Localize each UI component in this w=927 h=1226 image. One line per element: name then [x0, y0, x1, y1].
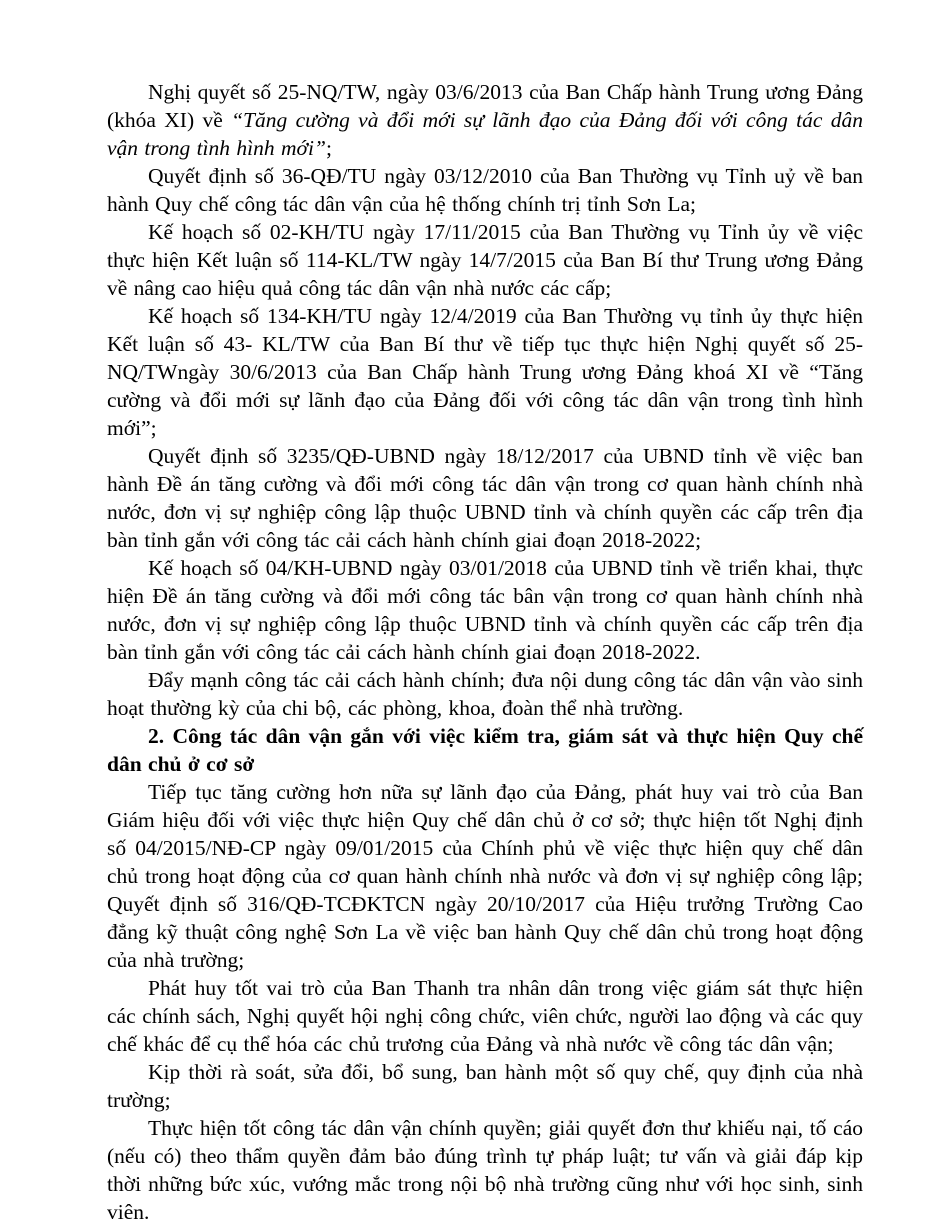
- text-run: Quyết định số 3235/QĐ-UBND ngày 18/12/2017 của UBND tỉnh về việc ban hành Đề án tăng cường và đổi mới công tác dân vận trong cơ quan hành chính nhà nước, đơn vị sự nghiệp công lập thuộc UBND tỉnh và chính quyền các cấp trên địa bàn tỉnh gắn với công tác cải cách hành chính giai đoạn 2018-2022;: [107, 444, 863, 552]
- paragraph: [107, 1058, 863, 1114]
- text-run: “Tăng cường và đổi mới sự lãnh đạo của Đảng đối với công tác dân vận trong tình hình mới”: [107, 108, 864, 160]
- paragraph: [107, 302, 863, 442]
- paragraph: [107, 554, 863, 666]
- text-run: Đẩy mạnh công tác cải cách hành chính; đưa nội dung công tác dân vận vào sinh hoạt thường kỳ của chi bộ, các phòng, khoa, đoàn thể nhà trường.: [107, 668, 863, 720]
- text-run: Kế hoạch số 134-KH/TU ngày 12/4/2019 của Ban Thường vụ tỉnh ủy thực hiện Kết luận số 43- KL/TW của Ban Bí thư về tiếp tục thực hiện Nghị quyết số 25-NQ/TWngày 30/6/2013 của Ban Chấp hành Trung ương Đảng khoá XI về “Tăng cường và đổi mới sự lãnh đạo của Đảng đối với công tác dân vận trong tình hình mới”;: [107, 304, 863, 440]
- paragraph: [107, 1114, 863, 1226]
- paragraph: [107, 218, 863, 302]
- text-run: Phát huy tốt vai trò của Ban Thanh tra nhân dân trong việc giám sát thực hiện các chính sách, Nghị quyết hội nghị công chức, viên chức, người lao động và các quy chế khác để cụ thể hóa các chủ trương của Đảng và nhà nước về công tác dân vận;: [107, 976, 863, 1056]
- text-run: Thực hiện tốt công tác dân vận chính quyền; giải quyết đơn thư khiếu nại, tố cáo (nếu có) theo thẩm quyền đảm bảo đúng trình tự pháp luật; tư vấn và giải đáp kịp thời những bức xúc, vướng mắc trong nội bộ nhà trường cũng như với học sinh, sinh viên.: [107, 1116, 863, 1224]
- paragraph: [107, 778, 863, 974]
- text-run: Tiếp tục tăng cường hơn nữa sự lãnh đạo của Đảng, phát huy vai trò của Ban Giám hiệu đối với việc thực hiện Quy chế dân chủ ở cơ sở; thực hiện tốt Nghị định số 04/2015/NĐ-CP ngày 09/01/2015 của Chính phủ về việc thực hiện quy chế dân chủ trong hoạt động của cơ quan hành chính nhà nước và đơn vị sự nghiệp công lập; Quyết định số 316/QĐ-TCĐKTCN ngày 20/10/2017 của Hiệu trưởng Trường Cao đẳng kỹ thuật công nghệ Sơn La về việc ban hành Quy chế dân chủ trong hoạt động của nhà trường;: [107, 780, 863, 972]
- paragraph: [107, 78, 863, 162]
- text-run: Kế hoạch số 02-KH/TU ngày 17/11/2015 của Ban Thường vụ Tỉnh ủy về việc thực hiện Kết luận số 114-KL/TW ngày 14/7/2015 của Ban Bí thư Trung ương Đảng về nâng cao hiệu quả công tác dân vận nhà nước các cấp;: [107, 220, 863, 300]
- paragraph: [107, 162, 863, 218]
- text-run: Kế hoạch số 04/KH-UBND ngày 03/01/2018 của UBND tỉnh về triển khai, thực hiện Đề án tăng cường và đổi mới công tác bân vận trong cơ quan hành chính nhà nước, đơn vị sự nghiệp công lập thuộc UBND tỉnh và chính quyền các cấp trên địa bàn tỉnh gắn với công tác cải cách hành chính giai đoạn 2018-2022.: [107, 556, 863, 664]
- paragraph: [107, 666, 863, 722]
- text-run: ;: [325, 136, 332, 160]
- text-run: Quyết định số 36-QĐ/TU ngày 03/12/2010 của Ban Thường vụ Tỉnh uỷ về ban hành Quy chế công tác dân vận của hệ thống chính trị tỉnh Sơn La;: [107, 164, 863, 216]
- paragraph: [107, 442, 863, 554]
- section-heading: [107, 722, 863, 778]
- document-page: [107, 78, 863, 1226]
- paragraph: [107, 974, 863, 1058]
- text-run: 2. Công tác dân vận gắn với việc kiểm tra, giám sát và thực hiện Quy chế dân chủ ở cơ sở: [107, 724, 863, 776]
- text-run: Kịp thời rà soát, sửa đổi, bổ sung, ban hành một số quy chế, quy định của nhà trường;: [107, 1060, 863, 1112]
- text-run: Nghị quyết số 25-NQ/TW, ngày 03/6/2013 của Ban Chấp hành Trung ương Đảng (khóa XI) về: [107, 80, 863, 132]
- document-body: [107, 78, 863, 1226]
